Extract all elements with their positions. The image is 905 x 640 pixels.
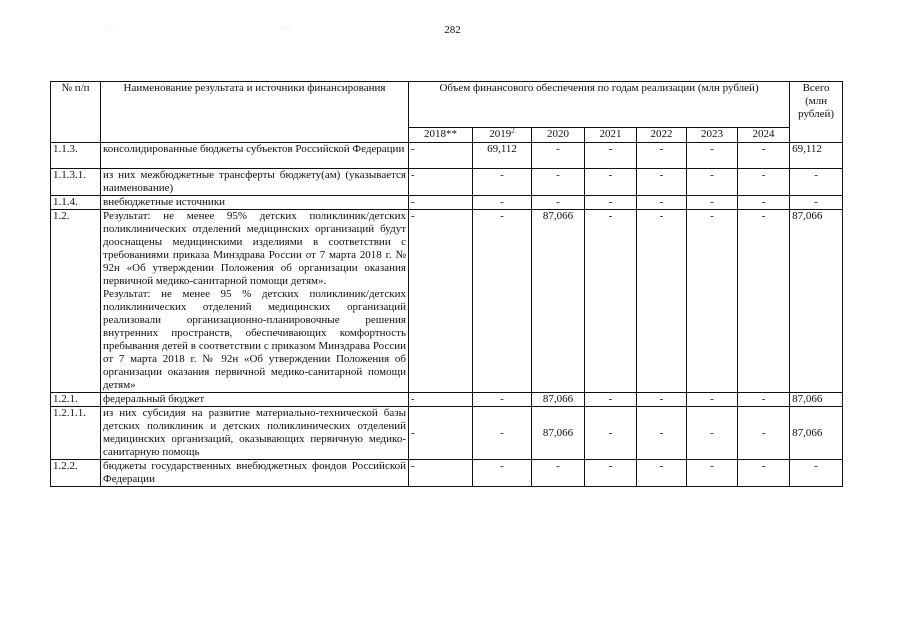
value-cell: - (637, 460, 687, 487)
value-cell: - (738, 210, 790, 393)
value-cell: - (687, 143, 738, 169)
scan-speck: ˙˙˙ (281, 25, 292, 34)
year-label: 2019 (489, 128, 512, 140)
total-cell: - (790, 460, 843, 487)
scan-speck: ·˙· (106, 26, 117, 35)
row-name: федеральный бюджет (101, 393, 409, 407)
total-cell: 87,066 (790, 210, 843, 393)
value-cell: - (585, 210, 637, 393)
table-row (51, 210, 843, 393)
result-text-1: Результат: не менее 95% детских поликлиник/детских поликлинических отделений медицинских организаций будут дооснащены медицинскими изделиями в соответствии с требованиями приказа Минздрава России от 7 марта 2018 г. № 92н «Об утверждении Положения об организации оказания первичной медико-санитарной помощи детям». (103, 210, 406, 287)
value-cell: - (738, 407, 790, 460)
row-name (101, 210, 409, 393)
value-cell: - (585, 393, 637, 407)
value-cell: - (585, 143, 637, 169)
value-cell: - (409, 460, 473, 487)
value-cell: - (687, 460, 738, 487)
year-header: 2022 (637, 128, 687, 143)
value-cell: - (532, 143, 585, 169)
row-name: консолидированные бюджеты субъектов Российской Федерации (101, 143, 409, 169)
table-row (51, 196, 843, 210)
value-cell: - (738, 460, 790, 487)
year-header: 2024 (738, 128, 790, 143)
table-row (51, 169, 843, 196)
value-cell: - (473, 169, 532, 196)
total-cell: 87,066 (790, 407, 843, 460)
value-cell: - (585, 407, 637, 460)
funding-table (50, 81, 843, 487)
value-cell: 87,066 (532, 210, 585, 393)
value-cell: - (687, 210, 738, 393)
total-cell: 87,066 (790, 393, 843, 407)
row-number: 1.2.1. (51, 393, 101, 407)
row-name: из них межбюджетные трансферты бюджету(ам) (указывается наименование) (101, 169, 409, 196)
value-cell: - (637, 407, 687, 460)
total-cell: - (790, 196, 843, 210)
row-name: внебюджетные источники (101, 196, 409, 210)
year-header: 2023 (687, 128, 738, 143)
table-row (51, 460, 843, 487)
year-header: 2018** (409, 128, 473, 143)
year-header: 2020 (532, 128, 585, 143)
row-number: 1.2. (51, 210, 101, 393)
footnote-marker: 2 (511, 127, 515, 135)
value-cell: - (409, 143, 473, 169)
value-cell: - (585, 169, 637, 196)
value-cell: - (738, 143, 790, 169)
value-cell: - (637, 393, 687, 407)
row-number: 1.1.4. (51, 196, 101, 210)
table-row (51, 407, 843, 460)
result-text-2: Результат: не менее 95 % детских поликлиник/детских поликлинических отделений медицинских организаций реализовали организационно-планировочные решения внутренних пространств, обеспечивающих комфортность пребывания детей в соответствии с приказом Минздрава России от 7 марта 2018 г. № 92н «Об утверждении Положения об организации оказания первичной медико-санитарной помощи детям» (103, 288, 406, 391)
value-cell: - (687, 169, 738, 196)
total-cell: 69,112 (790, 143, 843, 169)
value-cell: - (687, 393, 738, 407)
value-cell: - (738, 169, 790, 196)
header-name: Наименование результата и источники финансирования (101, 82, 409, 143)
value-cell: - (637, 169, 687, 196)
header-total: Всего (млн рублей) (790, 82, 843, 143)
value-cell: - (687, 196, 738, 210)
table-row (51, 393, 843, 407)
year-header: 2021 (585, 128, 637, 143)
value-cell: - (637, 210, 687, 393)
value-cell: - (473, 210, 532, 393)
value-cell: - (473, 407, 532, 460)
value-cell: - (409, 210, 473, 393)
value-cell: - (532, 169, 585, 196)
value-cell: - (532, 196, 585, 210)
table-row (51, 143, 843, 169)
page-number: 282 (444, 24, 461, 36)
value-cell: 87,066 (532, 407, 585, 460)
value-cell: - (473, 460, 532, 487)
row-number: 1.1.3. (51, 143, 101, 169)
value-cell: - (409, 169, 473, 196)
value-cell: - (738, 196, 790, 210)
value-cell: - (409, 196, 473, 210)
value-cell: - (473, 196, 532, 210)
value-cell: - (738, 393, 790, 407)
row-number: 1.1.3.1. (51, 169, 101, 196)
value-cell: - (637, 196, 687, 210)
year-header (473, 128, 532, 143)
total-cell: - (790, 169, 843, 196)
value-cell: 87,066 (532, 393, 585, 407)
value-cell: - (687, 407, 738, 460)
value-cell: - (473, 393, 532, 407)
header-num: № п/п (51, 82, 101, 143)
value-cell: - (585, 196, 637, 210)
header-funding: Объем финансового обеспечения по годам реализации (млн рублей) (409, 82, 790, 128)
value-cell: - (409, 407, 473, 460)
value-cell: 69,112 (473, 143, 532, 169)
value-cell: - (585, 460, 637, 487)
value-cell: - (637, 143, 687, 169)
row-name: из них субсидия на развитие материально-технической базы детских поликлиник и детских поликлинических отделений медицинских организаций, оказывающих первичную медико-санитарную помощь (101, 407, 409, 460)
row-number: 1.2.2. (51, 460, 101, 487)
row-name: бюджеты государственных внебюджетных фондов Российской Федерации (101, 460, 409, 487)
row-number: 1.2.1.1. (51, 407, 101, 460)
value-cell: - (532, 460, 585, 487)
value-cell: - (409, 393, 473, 407)
